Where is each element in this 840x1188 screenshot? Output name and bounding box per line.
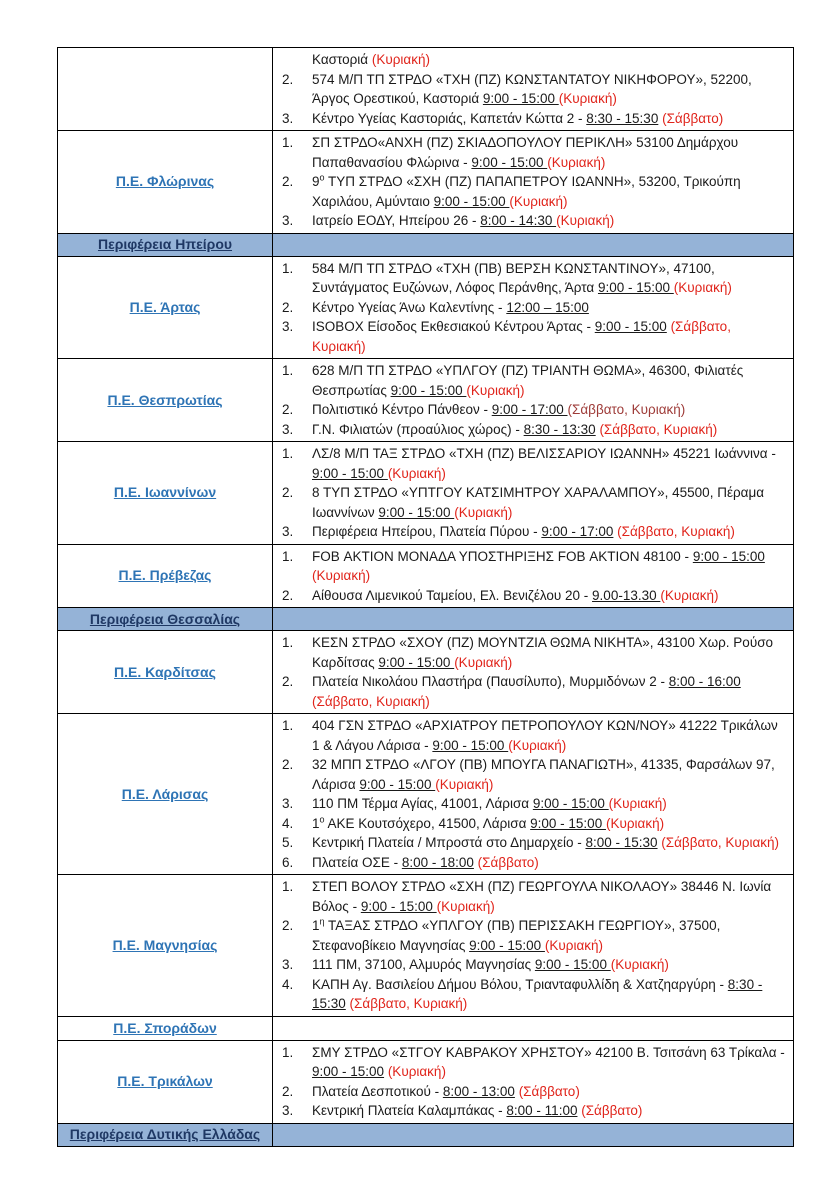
- day-note: (Σάββατο): [514, 1083, 580, 1099]
- hours-text: 9:00 - 15:00: [530, 815, 606, 831]
- day-note: (Κυριακή): [660, 587, 719, 603]
- list-item-text: [312, 1101, 787, 1121]
- day-note: (Κυριακή): [435, 776, 494, 792]
- list-item-text: [312, 172, 787, 211]
- list-item-text: [312, 716, 787, 755]
- list-item-text: [312, 298, 787, 318]
- list-item: [282, 109, 787, 129]
- region-cell: [58, 544, 273, 608]
- list-item-number: 2.: [282, 299, 294, 315]
- list-item: [282, 955, 787, 975]
- list-item-number: 4.: [282, 976, 294, 992]
- list-item: [282, 259, 787, 298]
- hours-text: 12:00 – 15:00: [506, 299, 589, 315]
- region-cell: [58, 875, 273, 1017]
- day-note: (Κυριακή): [673, 280, 732, 295]
- region-link[interactable]: Π.Ε. Πρέβεζας: [118, 567, 212, 584]
- table-row: [58, 256, 794, 359]
- list-item-text: [312, 400, 787, 420]
- list-item: [282, 211, 787, 231]
- region-band-row: [58, 1123, 794, 1146]
- location-text: Πλατεία Δεσποτικού -: [312, 1083, 443, 1099]
- list-item: [282, 755, 787, 794]
- region-band-row: [58, 233, 794, 256]
- region-cell: [58, 1040, 273, 1123]
- items-cell: [273, 1040, 794, 1123]
- hours-text: 9:00 - 15:00: [471, 154, 548, 170]
- list-item-text: [312, 317, 787, 356]
- hours-text: 9:00 - 15:00: [534, 957, 611, 972]
- list-item-number: 6.: [282, 854, 294, 870]
- location-text: FOB ΑΚΤΙΟΝ ΜΟΝΑΔΑ ΥΠΟΣΤΗΡΙΞΗΣ FOB ΑΚΤΙΟΝ 48100 -: [312, 548, 693, 564]
- location-text: Πολιτιστικό Κέντρο Πάνθεον -: [312, 402, 492, 417]
- list-item-text: [312, 633, 787, 672]
- list-item-number: 2.: [282, 71, 294, 87]
- list-item: [282, 916, 787, 955]
- location-text: 110 ΠΜ Τέρμα Αγίας, 41001, Λάρισα: [312, 796, 533, 811]
- list-item: [282, 361, 787, 400]
- list-item: [282, 1101, 787, 1121]
- region-link[interactable]: Π.Ε. Φλώρινας: [115, 173, 215, 190]
- hours-text: 8:30 - 15:30: [586, 110, 659, 126]
- list-item-number: 5.: [282, 835, 294, 850]
- region-band-cell-empty: [273, 608, 794, 631]
- hours-text: 8:30 - 15:30: [312, 976, 763, 1011]
- list-item-number: 3.: [282, 524, 294, 539]
- list-item-text: [312, 133, 787, 172]
- day-note: (Κυριακή): [454, 504, 513, 520]
- list-item-number: 3.: [282, 213, 294, 228]
- location-text: 574 Μ/Π ΤΠ ΣΤΡΔΟ «ΤΧΗ (ΠΖ) ΚΩΝΣΤΑΝΤΑΤΟΥ ΝΙΚΗΦΟΡΟΥ», 52200, Άργος Ορεστικού, Καστοριά: [312, 71, 752, 106]
- location-text: Γ.Ν. Φιλιατών (προαύλιος χώρος) -: [312, 421, 524, 437]
- location-text: ΑΚΕ Κουτσόχερο, 41500, Λάρισα: [324, 815, 531, 831]
- list-item: [282, 400, 787, 420]
- location-text: Κεντρική Πλατεία / Μπροστά στο Δημαρχείο -: [312, 835, 586, 850]
- list-item-number: 3.: [282, 319, 294, 334]
- list-item: [282, 547, 787, 586]
- day-note: (Κυριακή): [508, 737, 567, 753]
- items-cell: [273, 631, 794, 714]
- list-item-text: [312, 361, 787, 400]
- list-item-text: [312, 853, 787, 873]
- items-cell: [273, 256, 794, 359]
- location-text: 8 ΤΥΠ ΣΤΡΔΟ «ΥΠΤΓΟΥ ΚΑΤΣΙΜΗΤΡΟΥ ΧΑΡΑΛΑΜΠΟΥ», 45500, Πέραμα Ιωαννίνων: [312, 485, 765, 520]
- hours-text: 8:00 - 11:00: [506, 1103, 578, 1118]
- day-note: (Κυριακή): [544, 937, 604, 953]
- region-cell: [58, 256, 273, 359]
- hours-text: 8:00 - 13:00: [442, 1083, 515, 1099]
- hours-text: 9:00 - 17:00: [541, 524, 614, 539]
- list-item-text: [312, 483, 787, 522]
- list-item-number: 2.: [282, 174, 294, 189]
- ordinal-sup: ο: [319, 814, 325, 824]
- hours-text: 9:00 - 15:00: [692, 548, 765, 564]
- hours-text: 8:30 - 13:30: [523, 421, 596, 437]
- day-note: (Σάββατο, Κυριακή): [657, 835, 780, 850]
- list-item: [282, 172, 787, 211]
- location-text: 584 Μ/Π ΤΠ ΣΤΡΔΟ «ΤΧΗ (ΠΒ) ΒΕΡΣΗ ΚΩΝΣΤΑΝΤΙΝΟΥ», 47100, Συντάγματος Ευζώνων, Λόφος Περάνθης, Άρτα: [312, 260, 715, 295]
- hours-text: 9:00 - 15:00: [359, 776, 436, 792]
- list-item-text: [312, 814, 787, 834]
- location-text: Περιφέρεια Ηπείρου, Πλατεία Πύρου -: [312, 524, 542, 539]
- list-item: [282, 298, 787, 318]
- region-link[interactable]: Π.Ε. Ιωαννίνων: [113, 484, 217, 501]
- list-item: [282, 420, 787, 440]
- day-note: (Κυριακή): [454, 654, 513, 670]
- region-cell: [58, 48, 273, 131]
- region-band-cell: [58, 608, 273, 631]
- list-item-text: [312, 877, 787, 916]
- hours-text: 8:00 - 18:00: [401, 854, 474, 870]
- hours-text: 9:00 - 15:00: [469, 937, 545, 953]
- ordinal-sup: η: [319, 916, 325, 927]
- hours-text: 9:00 - 15:00: [312, 1064, 385, 1079]
- list-item-text: [312, 420, 787, 440]
- list-item-number: 2.: [282, 918, 294, 933]
- list-item-text: [312, 211, 787, 231]
- location-text: ΣΜΥ ΣΤΡΔΟ «ΣΤΓΟΥ ΚΑΒΡΑΚΟΥ ΧΡΗΣΤΟΥ» 42100 Β. Τσιτσάνη 63 Τρίκαλα -: [312, 1044, 785, 1060]
- table-row: [58, 442, 794, 545]
- hours-text: 8:00 - 16:00: [668, 674, 741, 689]
- location-text: Καστοριά: [312, 52, 372, 67]
- items-cell: [273, 442, 794, 545]
- day-note: (Σάββατο): [473, 854, 539, 870]
- location-text: ΣΤΕΠ ΒΟΛΟΥ ΣΤΡΔΟ «ΣΧΗ (ΠΖ) ΓΕΩΡΓΟΥΛΑ ΝΙΚΟΛΑΟΥ» 38446 Ν. Ιωνία Βόλος -: [312, 879, 772, 914]
- day-note: (Κυριακή): [384, 1064, 446, 1079]
- region-band-row: [58, 608, 794, 631]
- region-link[interactable]: Π.Ε. Άρτας: [129, 298, 201, 315]
- list-item: [282, 794, 787, 814]
- table-row: [58, 1040, 794, 1123]
- list-item: [282, 877, 787, 916]
- region-cell: [58, 442, 273, 545]
- hours-text: 9:00 - 15:00: [482, 91, 559, 106]
- day-note: (Κυριακή): [436, 898, 495, 914]
- table-row: [58, 131, 794, 234]
- list-item-text: [312, 50, 787, 70]
- list-item-text: [312, 833, 787, 853]
- list-item: [282, 814, 787, 834]
- day-note: (Κυριακή): [608, 796, 667, 811]
- region-cell: [58, 359, 273, 442]
- list-item-text: [312, 1082, 787, 1102]
- day-note: (Κυριακή): [387, 465, 446, 481]
- list-item: [282, 1082, 787, 1102]
- location-text: Πλατεία ΟΣΕ -: [312, 854, 402, 870]
- list-item-text: [312, 955, 787, 975]
- ordinal-sup: ο: [319, 172, 325, 183]
- list-item: [282, 483, 787, 522]
- list-item-number: 1.: [282, 446, 294, 461]
- location-text: 628 Μ/Π ΤΠ ΣΤΡΔΟ «ΥΠΛΓΟΥ (ΠΖ) ΤΡΙΑΝΤΗ ΘΩΜΑ», 46300, Φιλιατές Θεσπρωτίας: [312, 363, 744, 398]
- hours-text: 9:00 - 15:00: [360, 898, 437, 914]
- list-item-number: 2.: [282, 402, 294, 417]
- day-note: (Κυριακή): [312, 568, 371, 583]
- items-cell: [273, 359, 794, 442]
- list-item: [282, 975, 787, 1014]
- list-item-number: 3.: [282, 957, 294, 972]
- list-item-text: [312, 755, 787, 794]
- location-text: 111 ΠΜ, 37100, Αλμυρός Μαγνησίας: [312, 957, 535, 972]
- region-link[interactable]: Π.Ε. Καρδίτσας: [114, 663, 216, 680]
- day-note: (Σάββατο, Κυριακή): [312, 319, 731, 354]
- day-note: (Κυριακή): [371, 52, 430, 67]
- region-band-label[interactable]: Περιφέρεια Δυτικής Ελλάδας: [69, 1126, 261, 1142]
- hours-text: 9:00 - 17:00: [491, 402, 568, 417]
- list-item-text: [312, 975, 787, 1014]
- location-text: Κεντρική Πλατεία Καλαμπάκας -: [312, 1103, 507, 1118]
- list-item-text: [312, 522, 787, 542]
- list-item: [282, 70, 787, 109]
- day-note: (Κυριακή): [605, 815, 665, 831]
- table-row: [58, 48, 794, 131]
- day-note: (Σάββατο, Κυριακή): [312, 693, 430, 709]
- items-cell: [273, 875, 794, 1017]
- hours-text: 9:00 - 15:00: [312, 465, 388, 481]
- hours-text: 9:00 - 15:00: [378, 504, 455, 520]
- list-item-text: [312, 916, 787, 955]
- location-text: ΣΠ ΣΤΡΔΟ«ΑΝΧΗ (ΠΖ) ΣΚΙΑΔΟΠΟΥΛΟΥ ΠΕΡΙΚΛΗ» 53100 Δημάρχου Παπαθανασίου Φλώρινα -: [312, 135, 739, 170]
- region-cell: [58, 1016, 273, 1040]
- items-cell: [273, 48, 794, 131]
- location-text: Κέντρο Υγείας Άνω Καλεντίνης -: [312, 299, 507, 315]
- table-row: [58, 544, 794, 608]
- list-item: [282, 50, 787, 70]
- location-text: ΛΣ/8 Μ/Π ΤΑΞ ΣΤΡΔΟ «ΤΧΗ (ΠΖ) ΒΕΛΙΣΣΑΡΙΟΥ ΙΩΑΝΝΗ» 45221 Ιωάννινα -: [312, 446, 776, 461]
- list-item-number: 1.: [282, 135, 294, 150]
- table-row: [58, 1016, 794, 1040]
- day-note: (Σάββατο, Κυριακή): [595, 421, 718, 437]
- list-item-number: [282, 50, 312, 70]
- location-text: Αίθουσα Λιμενικού Ταμείου, Ελ. Βενιζέλου 20 -: [312, 587, 593, 603]
- location-text: 1: [312, 918, 320, 933]
- location-text: ΤΥΠ ΣΤΡΔΟ «ΣΧΗ (ΠΖ) ΠΑΠΑΠΕΤΡΟΥ ΙΩΑΝΝΗ», 53200, Τρικούπη Χαριλάου, Αμύνταιο: [312, 174, 741, 209]
- table-row: [58, 714, 794, 875]
- hours-text: 8:00 - 14:30: [480, 213, 557, 228]
- day-note: (Κυριακή): [466, 382, 525, 398]
- list-item-number: 3.: [282, 110, 294, 126]
- list-item: [282, 853, 787, 873]
- list-item-text: [312, 547, 787, 586]
- table-row: [58, 631, 794, 714]
- day-note: (Κυριακή): [547, 154, 606, 170]
- list-item: [282, 716, 787, 755]
- location-text: ISOBOX Είσοδος Εκθεσιακού Κέντρου Άρτας -: [312, 319, 595, 334]
- region-cell: [58, 714, 273, 875]
- list-item-number: 2.: [282, 1083, 294, 1099]
- location-text: 32 ΜΠΠ ΣΤΡΔΟ «ΛΓΟΥ (ΠΒ) ΜΠΟΥΓΑ ΠΑΝΑΓΙΩΤΗ», 41335, Φαρσάλων 97, Λάρισα: [312, 757, 775, 792]
- list-item-number: 3.: [282, 421, 294, 437]
- list-item-number: 1.: [282, 879, 294, 894]
- items-cell: [273, 544, 794, 608]
- location-text: 404 ΓΣΝ ΣΤΡΔΟ «ΑΡΧΙΑΤΡΟΥ ΠΕΤΡΟΠΟΥΛΟΥ ΚΩΝ/ΝΟΥ» 41222 Τρικάλων 1 & Λάγου Λάρισα -: [312, 718, 778, 753]
- day-note: (Σάββατο): [577, 1103, 643, 1118]
- day-note: (Κυριακή): [509, 193, 568, 209]
- location-text: Κέντρο Υγείας Καστοριάς, Καπετάν Κώττα 2 -: [312, 110, 587, 126]
- day-note: (Κυριακή): [558, 91, 617, 106]
- list-item: [282, 317, 787, 356]
- list-item: [282, 586, 787, 606]
- list-item-number: 4.: [282, 815, 294, 831]
- region-link[interactable]: Π.Ε. Θεσπρωτίας: [107, 391, 223, 408]
- region-link[interactable]: Π.Ε. Λάρισας: [121, 785, 209, 802]
- list-item-number: 1.: [282, 1044, 294, 1060]
- hours-text: 9:00 - 15:00: [597, 280, 674, 295]
- list-item: [282, 1043, 787, 1082]
- list-item-number: 1.: [282, 363, 294, 378]
- hours-text: 9:00 - 15:00: [390, 382, 467, 398]
- region-band-cell-empty: [273, 1123, 794, 1146]
- list-item-number: 1.: [282, 635, 294, 650]
- list-item-number: 3.: [282, 796, 294, 811]
- list-item: [282, 133, 787, 172]
- list-item-number: 2.: [282, 674, 294, 689]
- list-item-text: [312, 109, 787, 129]
- hours-text: 9:00 - 15:00: [378, 654, 455, 670]
- list-item: [282, 444, 787, 483]
- list-item-text: [312, 70, 787, 109]
- day-note: (Κυριακή): [610, 957, 669, 972]
- hours-text: 9.00-13.30: [592, 587, 661, 603]
- location-text: 9: [312, 174, 320, 189]
- list-item: [282, 633, 787, 672]
- location-text: 1: [312, 815, 320, 831]
- location-text: ΚΕΣΝ ΣΤΡΔΟ «ΣΧΟΥ (ΠΖ) ΜΟΥΝΤΖΙΑ ΘΩΜΑ ΝΙΚΗΤΑ», 43100 Χωρ. Ρούσο Καρδίτσας: [312, 635, 774, 670]
- location-text: ΚΑΠΗ Αγ. Βασιλείου Δήμου Βόλου, Τριανταφυλλίδη & Χατζηαργύρη -: [312, 976, 728, 992]
- list-item-text: [312, 259, 787, 298]
- list-item: [282, 672, 787, 711]
- hours-text: 9:00 - 15:00: [532, 796, 609, 811]
- list-item-number: 2.: [282, 757, 294, 772]
- items-cell: [273, 1016, 794, 1040]
- location-text: ΤΑΞΑΣ ΣΤΡΔΟ «ΥΠΛΓΟΥ (ΠΒ) ΠΕΡΙΣΣΑΚΗ ΓΕΩΡΓΙΟΥ», 37500, Στεφανοβίκειο Μαγνησίας: [312, 918, 721, 953]
- list-item-number: 1.: [282, 718, 294, 733]
- list-item-number: 1.: [282, 260, 294, 276]
- list-item-text: [312, 1043, 787, 1082]
- region-link[interactable]: Π.Ε. Μαγνησίας: [112, 936, 218, 953]
- region-band-cell: [58, 233, 273, 256]
- list-item: [282, 522, 787, 542]
- vaccination-points-table: [57, 47, 794, 1147]
- location-text: Ιατρείο ΕΟΔΥ, Ηπείρου 26 -: [312, 213, 481, 228]
- hours-text: 9:00 - 15:00: [432, 737, 509, 753]
- table-row: [58, 875, 794, 1017]
- day-note: (Σάββατο, Κυριακή): [613, 524, 735, 539]
- list-item-text: [312, 672, 787, 711]
- list-item-number: 2.: [282, 485, 294, 500]
- region-link[interactable]: Π.Ε. Τρικάλων: [117, 1073, 213, 1089]
- table-row: [58, 359, 794, 442]
- list-item-text: [312, 586, 787, 606]
- hours-text: 8:00 - 15:30: [585, 835, 658, 850]
- region-cell: [58, 631, 273, 714]
- hours-text: 9:00 - 15:00: [433, 193, 510, 209]
- region-cell: [58, 131, 273, 234]
- region-band-cell-empty: [273, 233, 794, 256]
- region-band-cell: [58, 1123, 273, 1146]
- items-cell: [273, 714, 794, 875]
- day-note: (Κυριακή): [556, 213, 615, 228]
- list-item-text: [312, 794, 787, 814]
- region-band-label[interactable]: Περιφέρεια Θεσσαλίας: [89, 610, 241, 627]
- location-text: Πλατεία Νικολάου Πλαστήρα (Παυσίλυπο), Μυρμιδόνων 2 -: [312, 674, 669, 689]
- list-item-number: 2.: [282, 587, 294, 603]
- list-item-text: [312, 444, 787, 483]
- day-note: (Σάββατο, Κυριακή): [567, 402, 686, 417]
- items-cell: [273, 131, 794, 234]
- list-item-number: 1.: [282, 548, 294, 564]
- list-item-number: 3.: [282, 1103, 294, 1118]
- region-band-label[interactable]: Περιφέρεια Ηπείρου: [97, 236, 233, 252]
- day-note: (Σάββατο, Κυριακή): [345, 996, 468, 1011]
- list-item: [282, 833, 787, 853]
- day-note: (Σάββατο): [658, 110, 724, 126]
- hours-text: 9:00 - 15:00: [594, 319, 667, 334]
- region-link[interactable]: Π.Ε. Σποράδων: [113, 1019, 217, 1036]
